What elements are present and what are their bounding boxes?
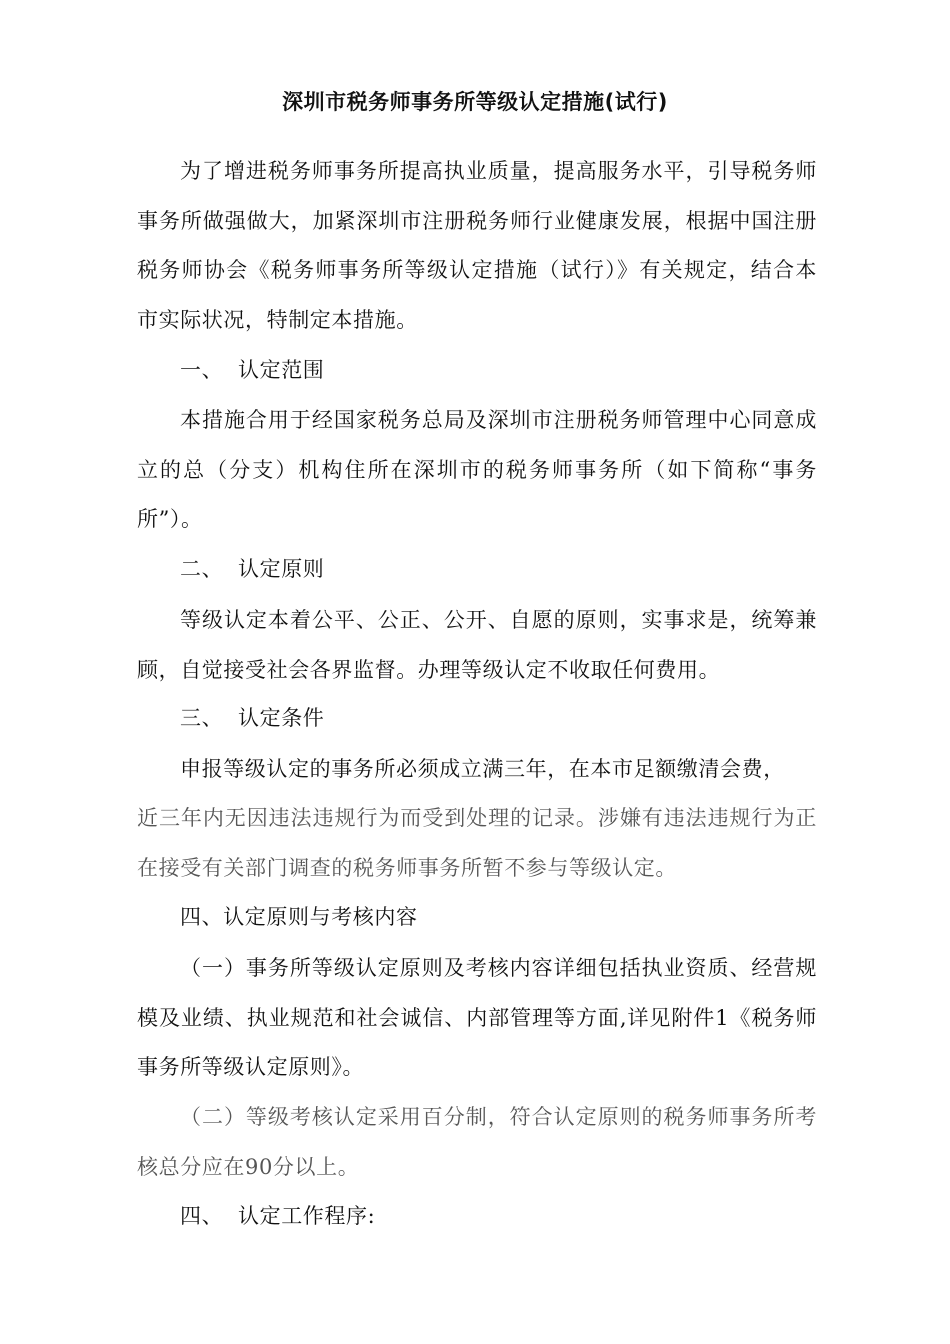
section-heading-scope <box>180 346 780 396</box>
conditions-paragraph-line1: 申报等级认定的事务所必须成立满三年，在本市足额缴清会费， <box>180 757 785 781</box>
section-heading-text: 认定范围 <box>238 358 325 382</box>
intro-paragraph: 为了增进税务师事务所提高执业质量，提高服务水平，引导税务师事务所做强做大，加紧深圳市注册税务师行业健康发展，根据中国注册税务师协会《税务师事务所等级认定措施（试行）》有关规定，结合本市实际状况，特制定本措施。 <box>137 159 817 332</box>
section-number: 四、 <box>180 1204 224 1228</box>
section-heading-procedure <box>180 1192 780 1242</box>
section-heading-text: 认定条件 <box>238 706 325 730</box>
section-heading-principle <box>180 545 780 595</box>
section-number: 二、 <box>180 557 224 581</box>
standards-item-1: （一）事务所等级认定原则及考核内容详细包括执业资质、经营规模及业绩、执业规范和社会诚信、内部管理等方面,详见附件1《税务师事务所等级认定原则》。 <box>137 956 817 1079</box>
section-heading-text: 认定原则 <box>238 557 325 581</box>
section-number: 三、 <box>180 706 224 730</box>
standards-item-2: （二）等级考核认定采用百分制，符合认定原则的税务师事务所考核总分应在90分以上。 <box>137 1105 817 1179</box>
section-number: 一、 <box>180 358 224 382</box>
conditions-paragraph-rest: 近三年内无因违法违规行为而受到处理的记录。涉嫌有违法违规行为正在接受有关部门调查的税务师事务所暂不参与等级认定。 <box>137 806 817 880</box>
principle-paragraph: 等级认定本着公平、公正、公开、自愿的原则，实事求是，统筹兼顾，自觉接受社会各界监督。办理等级认定不收取任何费用。 <box>137 608 817 682</box>
document-title: 深圳市税务师事务所等级认定措施(试行) <box>282 90 668 114</box>
scope-paragraph: 本措施合用于经国家税务总局及深圳市注册税务师管理中心同意成立的总（分支）机构住所在深圳市的税务师事务所（如下简称“事务所”）。 <box>137 408 817 531</box>
section-heading-text: 认定工作程序: <box>238 1204 376 1228</box>
section-heading-conditions <box>180 694 780 744</box>
section-heading-standards: 四、认定原则与考核内容 <box>180 905 418 929</box>
